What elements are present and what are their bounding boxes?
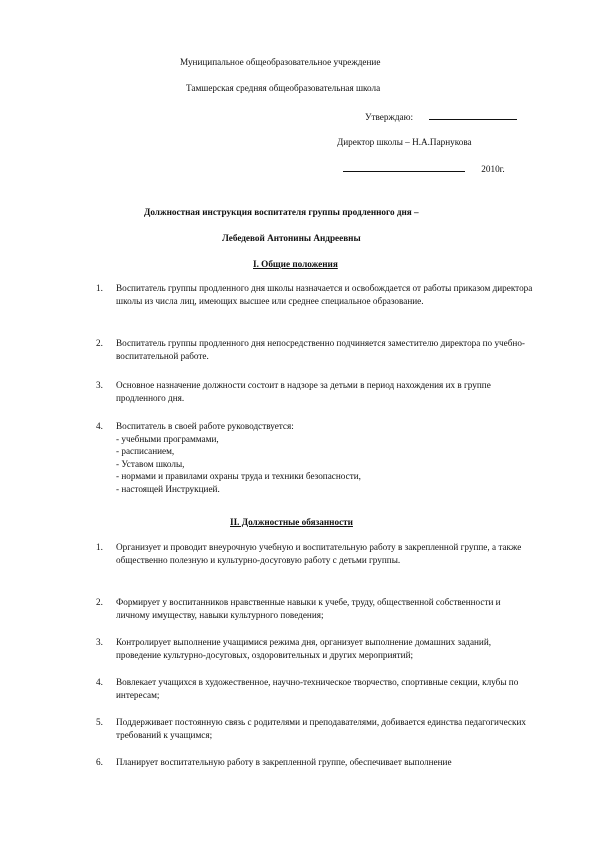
list-item: 4. Вовлекает учащихся в художественное, научно-техническое творчество, спортивные секции, клубы по интересам; bbox=[96, 677, 519, 700]
section-2-heading: II. Должностные обязанности bbox=[230, 517, 353, 527]
sub-item: - нормами и правилами охраны труда и техники безопасности, bbox=[116, 471, 361, 482]
sub-item: - учебными программами, bbox=[116, 433, 219, 444]
institution-line: Муниципальное общеобразовательное учреждение bbox=[180, 57, 381, 67]
section-1-heading: I. Общие положения bbox=[253, 259, 338, 269]
date-line bbox=[343, 162, 505, 175]
approved-label: Утверждаю: bbox=[365, 112, 413, 122]
school-line: Тамшерская средняя общеобразовательная школа bbox=[186, 83, 381, 93]
list-item: 1. Воспитатель группы продленного дня школы назначается и освобождается от работы приказом директора школы из числа лиц, имеющих высшее или среднее специальное образование. bbox=[96, 283, 533, 306]
list-item: 6. Планирует воспитательную работу в закрепленной группе, обеспечивает выполнение bbox=[96, 757, 452, 767]
list-item: 2. Воспитатель группы продленного дня непосредственно подчиняется заместителю директора по учебно-воспитательной работе. bbox=[96, 338, 525, 361]
director-line: Директор школы – Н.А.Парнукова bbox=[337, 137, 472, 147]
approval-line bbox=[365, 110, 517, 123]
sub-item: - настоящей Инструкцией. bbox=[116, 483, 220, 494]
list-item: 2. Формирует у воспитанников нравственные навыки к учебе, труду, общественной собственности и личному имуществу, навыки культурного поведения; bbox=[96, 597, 501, 620]
sub-item: - расписанием, bbox=[116, 446, 175, 457]
document-title: Должностная инструкция воспитателя группы продленного дня – bbox=[144, 207, 419, 217]
list-item: 3. Контролирует выполнение учащимися режима дня, организует выполнение домашних заданий, проведение культурно-досуговых, оздоровительных и других мероприятий; bbox=[96, 637, 492, 660]
signature-blank bbox=[429, 110, 517, 120]
sub-item: - Уставом школы, bbox=[116, 458, 185, 469]
list-item: 1. Организует и проводит внеурочную учебную и воспитательную работу в закрепленной группе, а также общественно полезную и культурно-досуговую работу с детьми группы. bbox=[96, 542, 522, 565]
list-item: 4. Воспитатель в своей работе руководствуется: - учебными программами, - расписанием, - Уставом школы, - нормами и правилами охраны труда и техники безопасности, - настоящей Инструкцией. bbox=[96, 420, 536, 496]
list-item: 5. Поддерживает постоянную связь с родителями и преподавателями, добивается единства педагогических требований к учащимся; bbox=[96, 717, 526, 740]
list-item: 3. Основное назначение должности состоит в надзоре за детьми в период нахождения их в группе продленного дня. bbox=[96, 380, 491, 403]
document-title-name: Лебедевой Антонины Андреевны bbox=[222, 233, 361, 243]
year-text: 2010г. bbox=[481, 164, 505, 174]
date-blank bbox=[343, 162, 465, 172]
